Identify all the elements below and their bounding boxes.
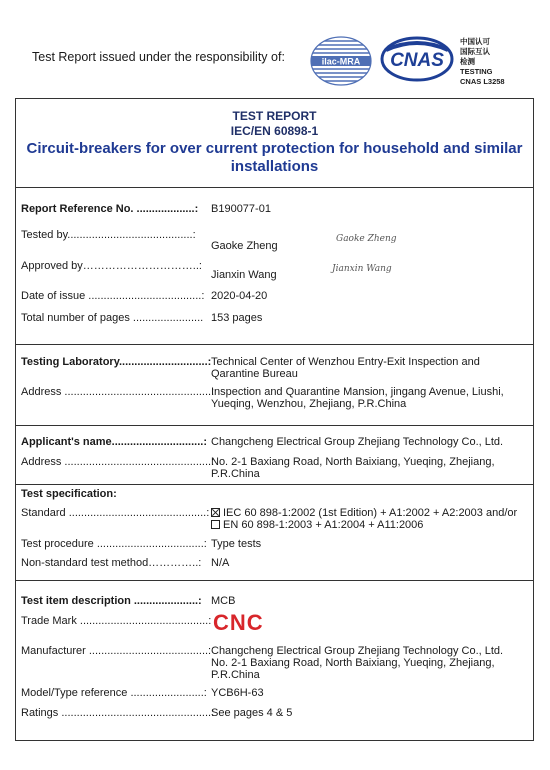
ilac-mra-logo (309, 35, 373, 87)
divider (16, 344, 533, 345)
total-pages-value: 153 pages (211, 312, 263, 324)
cnas-logo (380, 36, 454, 82)
report-subject: Circuit-breakers for over current protection for household and similar installations (26, 140, 523, 175)
responsibility-text: Test Report issued under the responsibility of: (32, 50, 285, 64)
total-pages-label: Total number of pages ....................... (21, 312, 204, 324)
standard-label: Standard .............................................: (21, 507, 210, 519)
report-ref-value: B190077-01 (211, 203, 271, 215)
divider (16, 484, 533, 485)
trade-mark-label: Trade Mark ..........................................: (21, 615, 212, 627)
manufacturer-value: Changcheng Electrical Group Zhejiang Technology Co., Ltd. No. 2-1 Baxiang Road, North Baixiang, Yueqing, Zhejiang, P.R.China (211, 645, 504, 681)
manufacturer-label: Manufacturer .......................................: (21, 645, 212, 657)
report-ref-label: Report Reference No. ...................: (21, 203, 199, 215)
lab-address-value: Inspection and Quarantine Mansion, jingang Avenue, Liushi, Yueqing, Wenzhou, Zhejiang, P.R.China (211, 386, 504, 410)
unchecked-checkbox-icon (211, 520, 220, 529)
report-frame (15, 98, 534, 741)
tested-by-value: Gaoke Zheng (211, 240, 278, 252)
standard-option-iec (211, 507, 517, 519)
standard-option-iec-text: IEC 60 898-1:2002 (1st Edition) + A1:2002 + A2:2003 and/or (223, 507, 518, 519)
non-standard-method-label: Non-standard test method…………..: (21, 557, 202, 569)
standard-option-en (211, 519, 423, 531)
date-of-issue-value: 2020-04-20 (211, 290, 268, 302)
report-standard: IEC/EN 60898-1 (230, 124, 319, 138)
approved-by-label: Approved by…………………………..: (21, 260, 202, 272)
report-title-block (16, 99, 533, 187)
test-procedure-value: Type tests (211, 538, 262, 550)
applicant-name-label: Applicant's name..............................: (21, 436, 207, 448)
applicant-name-value: Changcheng Electrical Group Zhejiang Technology Co., Ltd. (211, 436, 504, 448)
applicant-address-value: No. 2-1 Baxiang Road, North Baixiang, Yueqing, Zhejiang, P.R.China (211, 456, 495, 480)
test-item-desc-value: MCB (211, 595, 236, 607)
testing-lab-label: Testing Laboratory.............................: (21, 356, 212, 368)
cnas-line: 中国认可 (460, 37, 490, 46)
approved-by-value: Jianxin Wang (211, 269, 277, 281)
tested-by-label: Tested by.........................................: (21, 229, 196, 241)
test-procedure-label: Test procedure ...................................: (21, 538, 207, 550)
lab-address-label: Address ................................................: (21, 386, 215, 398)
model-reference-value: YCB6H-63 (211, 687, 264, 699)
ratings-value: See pages 4 & 5 (211, 707, 293, 719)
cnas-line: 国际互认 (460, 47, 490, 56)
cnas-line: 检测 (460, 57, 475, 66)
testing-lab-value: Technical Center of Wenzhou Entry-Exit Inspection and Qarantine Bureau (211, 356, 480, 380)
test-item-desc-label: Test item description .....................: (21, 595, 202, 607)
cnas-line: CNAS L3258 (460, 77, 505, 86)
test-spec-heading: Test specification: (21, 488, 117, 500)
approved-by-signature: Jianxin Wang (332, 264, 392, 274)
report-title: TEST REPORT (232, 109, 317, 123)
divider (16, 425, 533, 426)
ratings-label: Ratings .................................................: (21, 707, 215, 719)
divider (16, 580, 533, 581)
non-standard-method-value: N/A (211, 557, 230, 569)
model-reference-label: Model/Type reference ........................: (21, 687, 207, 699)
tested-by-signature: Gaoke Zheng (336, 234, 397, 244)
cnc-trademark-logo: CNC (213, 610, 264, 635)
applicant-address-label: Address ................................................: (21, 456, 215, 468)
cnas-line: TESTING (460, 67, 493, 76)
date-of-issue-label: Date of issue .....................................: (21, 290, 205, 302)
divider (16, 187, 533, 188)
cnas-accreditation-text (460, 37, 505, 87)
cnas-logo-text: CNAS (390, 50, 444, 71)
standard-option-en-text: EN 60 898-1:2003 + A1:2004 + A11:2006 (223, 519, 424, 531)
ilac-logo-text: ilac-MRA (321, 56, 361, 67)
checked-checkbox-icon (211, 508, 220, 517)
